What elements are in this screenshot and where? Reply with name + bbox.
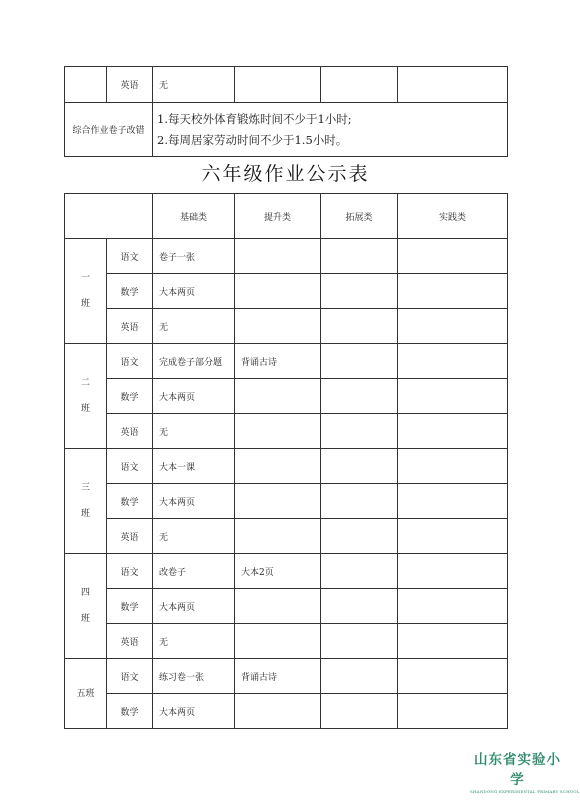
subject-cell: 英语: [107, 624, 153, 659]
advanced-cell: [235, 624, 321, 659]
subject-cell: 语文: [107, 659, 153, 694]
subject-cell: 数学: [107, 589, 153, 624]
logo-text: 山东省实验小学: [474, 752, 561, 788]
class-name-cell: 四 班: [65, 554, 107, 659]
advanced-cell: [235, 484, 321, 519]
practice-cell: [398, 554, 508, 589]
extended-cell: [321, 67, 398, 103]
subject-cell: 语文: [107, 554, 153, 589]
advanced-cell: 背诵古诗: [235, 659, 321, 694]
advanced-cell: [235, 67, 321, 103]
class-name-cell: 三 班: [65, 449, 107, 554]
table-row: [65, 554, 508, 589]
practice-cell: [398, 694, 508, 729]
advanced-cell: [235, 239, 321, 274]
note-line: 2.每周居家劳动时间不少于1.5小时。: [157, 132, 348, 147]
header-extended: 拓展类: [321, 194, 398, 239]
table-row: [65, 589, 508, 624]
advanced-cell: [235, 589, 321, 624]
advanced-cell: [235, 274, 321, 309]
extended-cell: [321, 449, 398, 484]
advanced-cell: 大本2页: [235, 554, 321, 589]
extended-cell: [321, 274, 398, 309]
basic-cell: 完成卷子部分题: [153, 344, 235, 379]
basic-cell: 大本一课: [153, 449, 235, 484]
extended-cell: [321, 309, 398, 344]
subject-cell: 数学: [107, 274, 153, 309]
subject-cell: 数学: [107, 379, 153, 414]
extended-cell: [321, 414, 398, 449]
subject-cell: 英语: [107, 414, 153, 449]
practice-cell: [398, 589, 508, 624]
basic-cell: 大本两页: [153, 589, 235, 624]
table-row: [65, 449, 508, 484]
advanced-cell: [235, 694, 321, 729]
basic-cell: 无: [153, 519, 235, 554]
practice-cell: [398, 379, 508, 414]
subject-cell: 英语: [107, 519, 153, 554]
class-name-cell: 二 班: [65, 344, 107, 449]
advanced-cell: [235, 449, 321, 484]
basic-cell: 大本两页: [153, 484, 235, 519]
extended-cell: [321, 589, 398, 624]
header-practice: 实践类: [398, 194, 508, 239]
table-row: [65, 694, 508, 729]
subject-cell: 语文: [107, 344, 153, 379]
basic-cell: 无: [153, 624, 235, 659]
extended-cell: [321, 659, 398, 694]
subject-cell: 语文: [107, 239, 153, 274]
subject-cell: 数学: [107, 484, 153, 519]
class-name-cell: 一 班: [65, 239, 107, 344]
extended-cell: [321, 239, 398, 274]
basic-cell: 无: [153, 67, 235, 103]
practice-cell: [398, 414, 508, 449]
extended-cell: [321, 484, 398, 519]
extended-cell: [321, 624, 398, 659]
extended-cell: [321, 344, 398, 379]
table-row: [65, 379, 508, 414]
subject-cell: 英语: [107, 309, 153, 344]
previous-grade-table: [64, 66, 508, 157]
page-title: 六年级作业公示表: [201, 163, 370, 185]
table-row: [65, 309, 508, 344]
corner-cell: [65, 194, 153, 239]
subject-cell: 英语: [107, 67, 153, 103]
practice-cell: [398, 309, 508, 344]
logo-subtext: SHANDONG EXPERIMENTAL PRIMARY SCHOOL: [470, 789, 580, 794]
header-advanced: 提升类: [235, 194, 321, 239]
practice-cell: [398, 659, 508, 694]
advanced-cell: [235, 519, 321, 554]
practice-cell: [398, 484, 508, 519]
class-name-cell: 五班: [65, 659, 107, 729]
extended-cell: [321, 379, 398, 414]
extended-cell: [321, 694, 398, 729]
table-row: [65, 624, 508, 659]
practice-cell: [398, 624, 508, 659]
practice-cell: [398, 239, 508, 274]
homework-table: [64, 193, 508, 729]
note-line: 1.每天校外体育锻炼时间不少于1小时;: [157, 111, 352, 126]
basic-cell: 大本两页: [153, 274, 235, 309]
table-row: [65, 103, 508, 157]
practice-cell: [398, 67, 508, 103]
basic-cell: 改卷子: [153, 554, 235, 589]
advanced-cell: 背诵古诗: [235, 344, 321, 379]
basic-cell: 无: [153, 414, 235, 449]
basic-cell: 大本两页: [153, 379, 235, 414]
table-row: [65, 67, 508, 103]
class-cell: [65, 67, 107, 103]
table-row: [65, 274, 508, 309]
table-row: [65, 344, 508, 379]
comprehensive-notes: [153, 103, 508, 157]
basic-cell: 卷子一张: [153, 239, 235, 274]
subject-cell: 数学: [107, 694, 153, 729]
advanced-cell: [235, 379, 321, 414]
table-row: [65, 239, 508, 274]
advanced-cell: [235, 309, 321, 344]
advanced-cell: [235, 414, 321, 449]
practice-cell: [398, 344, 508, 379]
basic-cell: 练习卷一张: [153, 659, 235, 694]
header-basic: 基础类: [153, 194, 235, 239]
header-row: [65, 194, 508, 239]
school-logo: [470, 748, 580, 794]
practice-cell: [398, 449, 508, 484]
comprehensive-label: 综合作业卷子改错: [65, 103, 153, 157]
practice-cell: [398, 519, 508, 554]
basic-cell: 大本两页: [153, 694, 235, 729]
table-row: [65, 659, 508, 694]
extended-cell: [321, 554, 398, 589]
subject-cell: 语文: [107, 449, 153, 484]
table-row: [65, 414, 508, 449]
extended-cell: [321, 519, 398, 554]
basic-cell: 无: [153, 309, 235, 344]
table-row: [65, 519, 508, 554]
practice-cell: [398, 274, 508, 309]
table-row: [65, 484, 508, 519]
